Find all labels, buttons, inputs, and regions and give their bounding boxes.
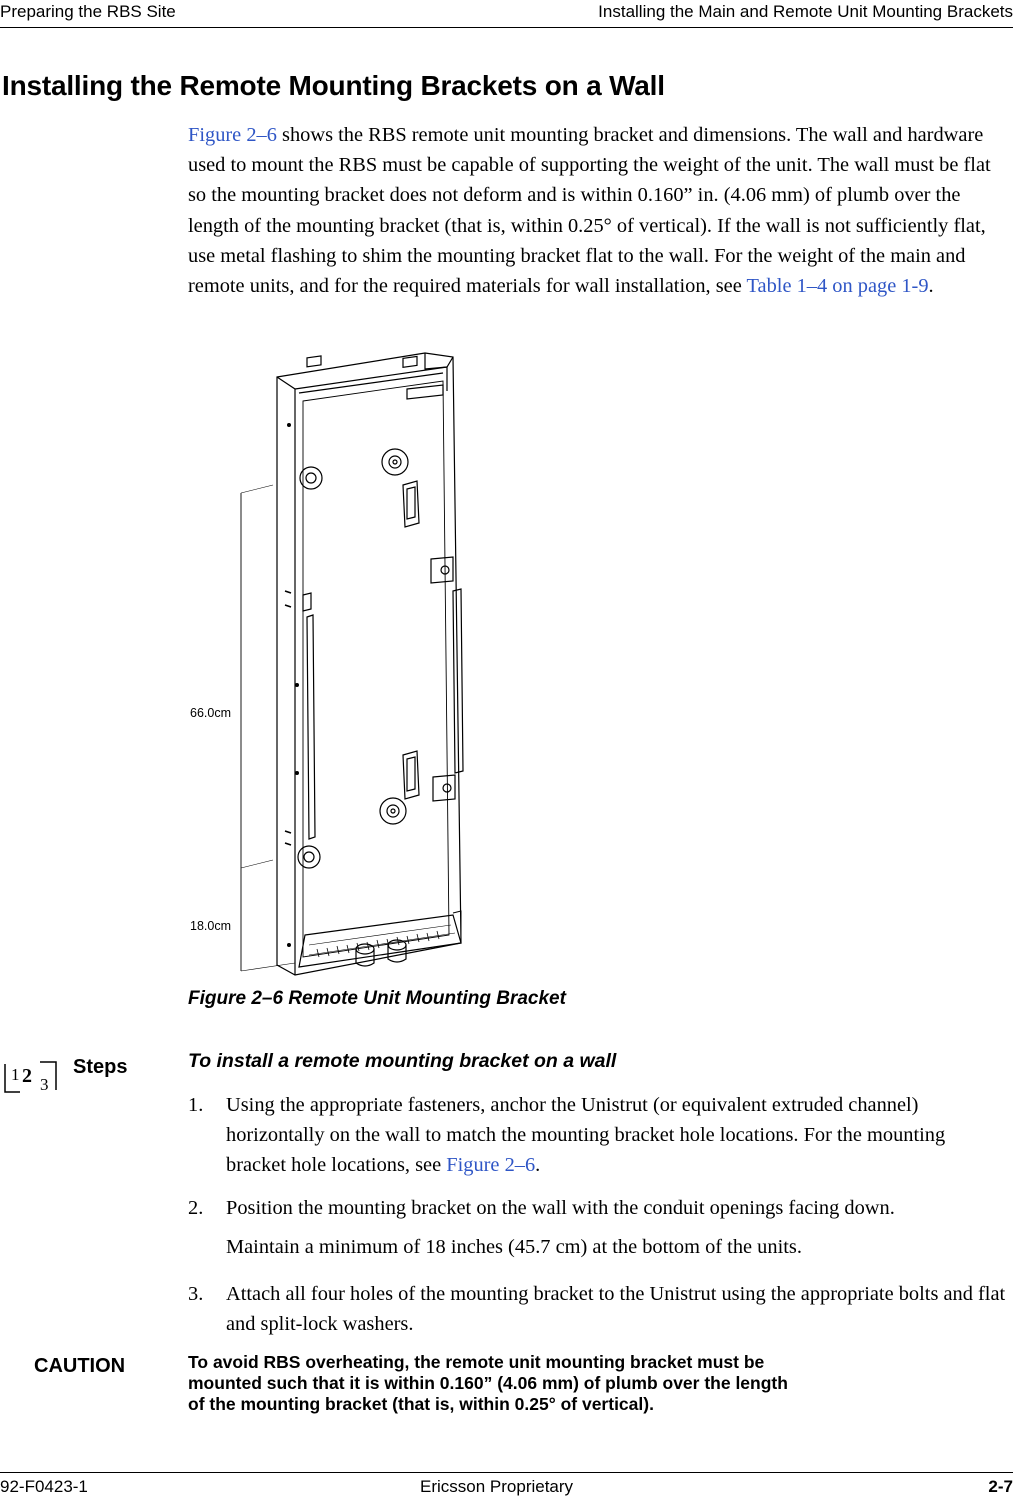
steps-icon-digit-2: 2 — [22, 1065, 32, 1087]
page-footer — [0, 1472, 1013, 1501]
dimension-label-66cm: 66.0cm — [190, 706, 231, 720]
figure-link[interactable]: Figure 2–6 — [188, 124, 277, 146]
intro-text-b: . — [928, 275, 934, 298]
step-3 — [188, 1279, 1010, 1339]
header-section: Installing the Main and Remote Unit Mounting Brackets — [598, 2, 1013, 21]
page-number: 2-7 — [988, 1477, 1013, 1496]
mounting-hole — [382, 449, 408, 475]
header-chapter: Preparing the RBS Site — [0, 2, 176, 21]
steps-icon-digit-1: 1 — [11, 1065, 20, 1084]
section-title: Installing the Remote Mounting Brackets on a Wall — [2, 70, 665, 101]
step-2-note: Maintain a minimum of 18 inches (45.7 cm) at the bottom of the units. — [226, 1236, 802, 1258]
intro-text-a: shows the RBS remote unit mounting bracket and dimensions. The wall and hardware used to mount the RBS must be capable of supporting the weight of the unit. The wall must be flat so the mounting bracket does not deform and is within 0.160” in. (4.06 mm) of plumb over the length of the mounting bracket (that is, within 0.25° of vertical). If the wall is not sufficiently flat, use metal flashing to shim the mounting bracket flat to the wall. For the weight of the main and remote units, and for the required materials for wall installation, see — [188, 124, 991, 298]
step-text: Attach all four holes of the mounting bracket to the Unistrut using the appropriate bolts and flat and split-lock washers. — [226, 1283, 1006, 1335]
procedure-title: To install a remote mounting bracket on a wall — [188, 1050, 617, 1072]
dimension-label-18cm: 18.0cm — [190, 919, 231, 933]
caution-label: CAUTION — [34, 1355, 126, 1377]
caution-text: To avoid RBS overheating, the remote unit mounting bracket must be mounted such that it is within 0.160” (4.06 mm) of plumb over the length of the mounting bracket (that is, within 0.25° of vertical). — [188, 1352, 788, 1414]
step-2 — [188, 1193, 1010, 1223]
bracket-figure — [185, 345, 485, 977]
step-1 — [188, 1090, 1010, 1180]
steps-label: Steps — [73, 1056, 128, 1078]
mounting-hole — [380, 798, 406, 824]
bracket-drawing — [185, 345, 485, 977]
step-text: Using the appropriate fasteners, anchor the Unistrut (or equivalent extruded channel) horizontally on the wall to match the mounting bracket hole locations. For the mounting bracket hole locations, see — [226, 1094, 946, 1176]
step-number: 3. — [188, 1283, 204, 1305]
intro-paragraph — [188, 120, 1010, 301]
proprietary-notice: Ericsson Proprietary — [420, 1477, 574, 1496]
step-number: 1. — [188, 1094, 204, 1116]
mounting-hole — [298, 846, 320, 868]
table-link[interactable]: Table 1–4 on page 1-9 — [746, 275, 929, 298]
step-number: 2. — [188, 1197, 204, 1219]
step-text-end: . — [535, 1154, 541, 1176]
step-figure-link[interactable]: Figure 2–6 — [446, 1154, 536, 1176]
document-number: 92-F0423-1 — [0, 1477, 88, 1496]
page-header — [0, 0, 1013, 28]
steps-icon — [2, 1060, 58, 1094]
figure-caption: Figure 2–6 Remote Unit Mounting Bracket — [188, 988, 566, 1009]
steps-icon-digit-3: 3 — [40, 1075, 49, 1094]
step-text: Position the mounting bracket on the wall with the conduit openings facing down. — [226, 1197, 895, 1219]
